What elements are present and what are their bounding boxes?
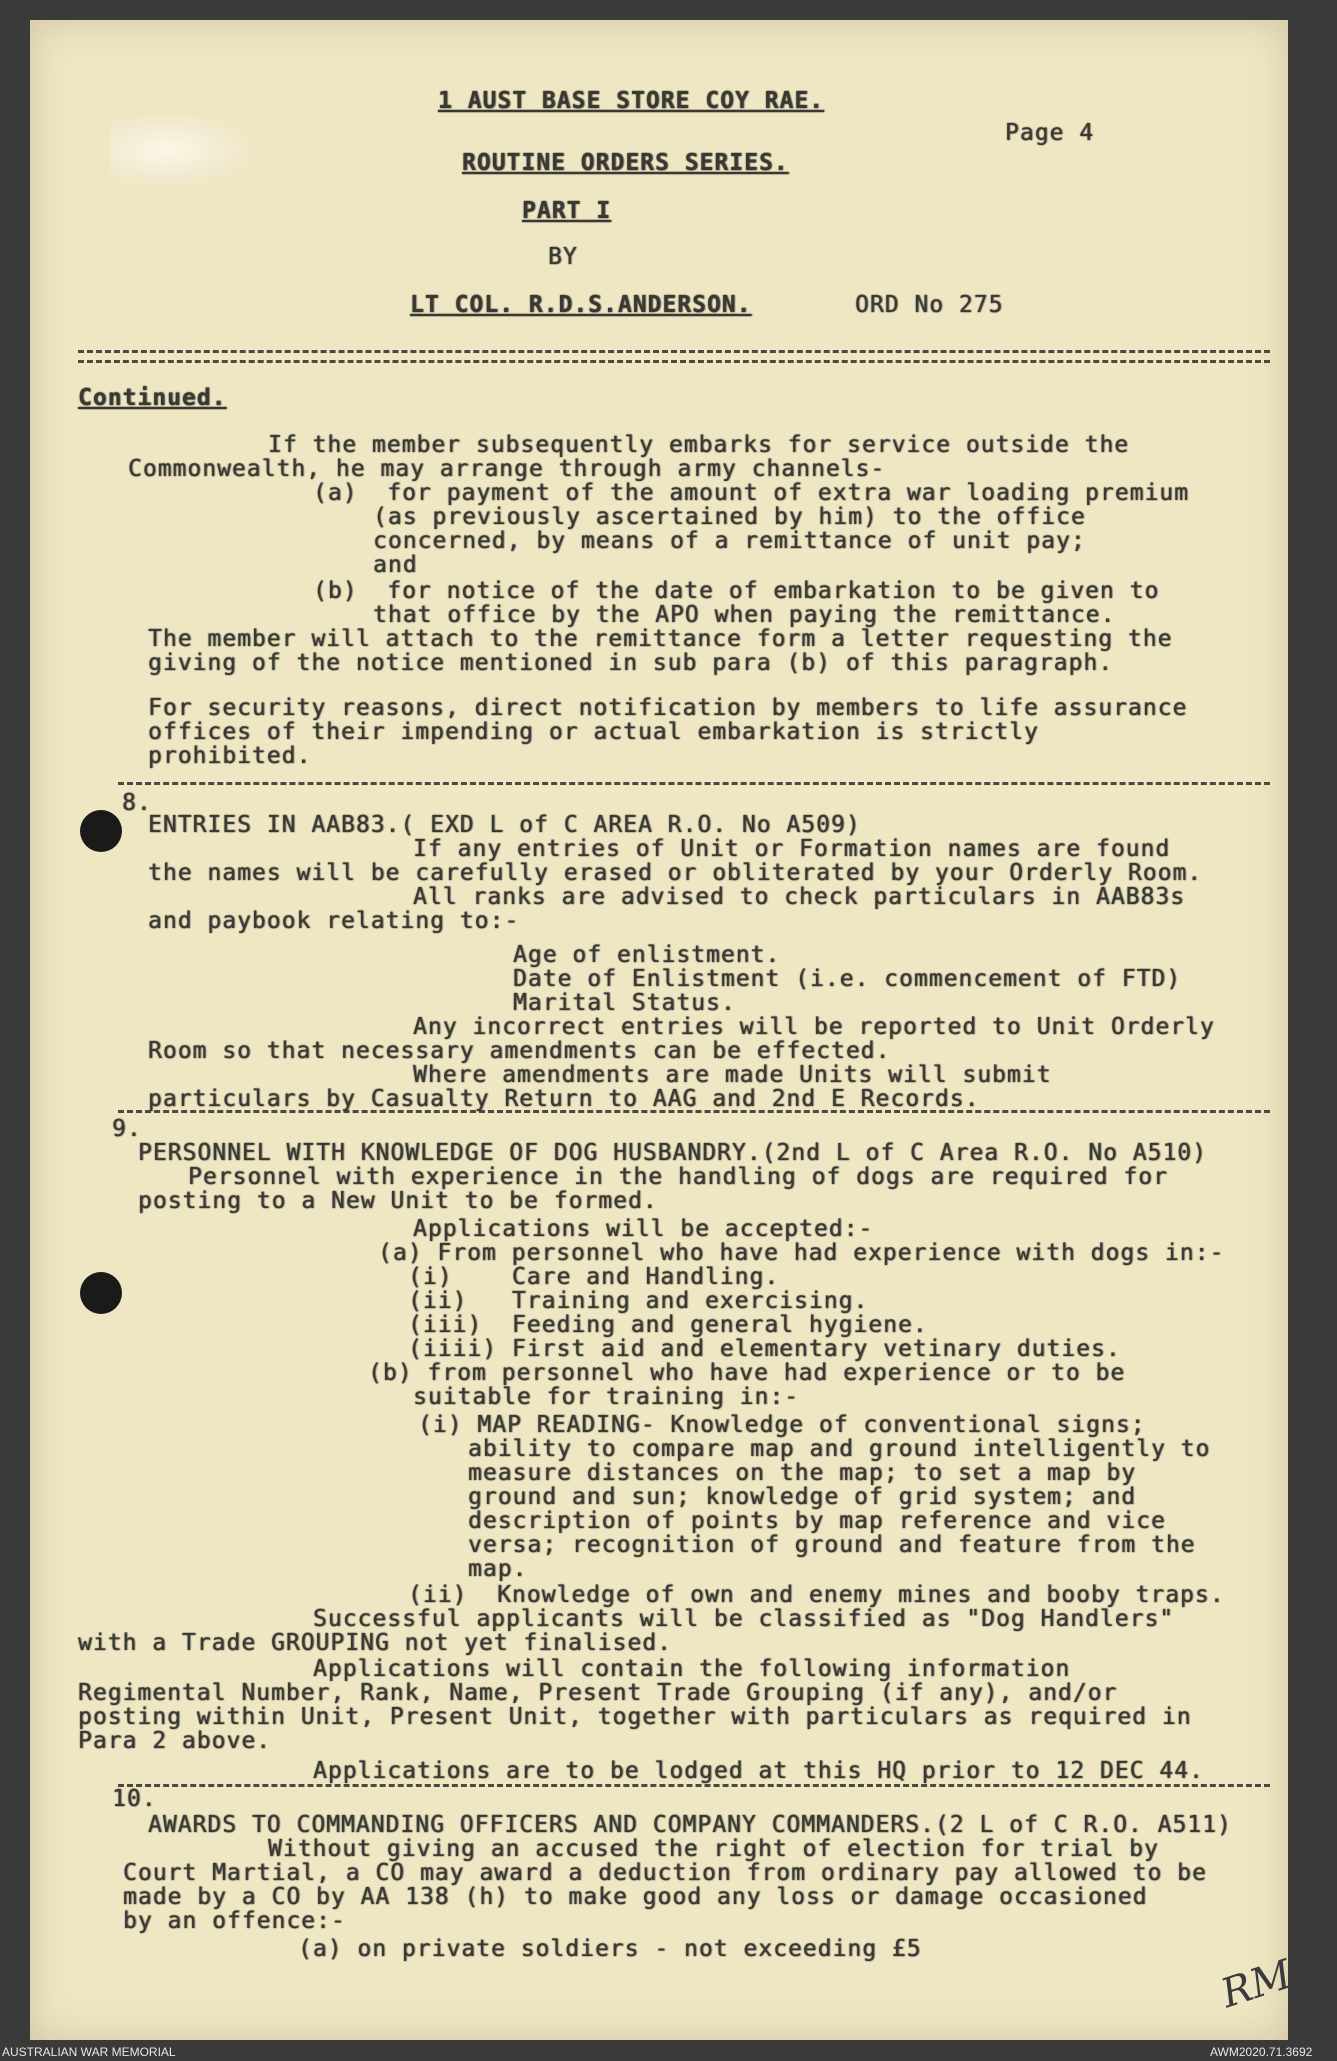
text-line: Date of Enlistment (i.e. commencement of FTD)	[513, 966, 1182, 992]
text-line: Applications are to be lodged at this HQ prior to 12 DEC 44.	[313, 1758, 1204, 1784]
text-line: Personnel with experience in the handling of dogs are required for	[188, 1164, 1168, 1190]
para-heading: AWARDS TO COMMANDING OFFICERS AND COMPANY COMMANDERS.(2 L of C R.O. A511)	[148, 1812, 1232, 1838]
para-number: 10.	[112, 1786, 157, 1812]
divider-rule	[118, 1110, 1270, 1113]
para-heading: ENTRIES IN AAB83.( EXD L of C AREA R.O. No A509)	[148, 812, 861, 838]
text-line: Regimental Number, Rank, Name, Present Trade Grouping (if any), and/or	[78, 1680, 1118, 1706]
text-line: Without giving an accused the right of election for trial by	[268, 1836, 1159, 1862]
text-line: Where amendments are made Units will submit	[413, 1062, 1052, 1088]
text-line: Age of enlistment.	[513, 942, 781, 968]
text-line: Commonwealth, he may arrange through army channels-	[128, 456, 886, 482]
text-line: Successful applicants will be classified as "Dog Handlers"	[313, 1606, 1175, 1632]
punch-hole	[80, 1272, 122, 1314]
text-line: ability to compare map and ground intelligently to	[468, 1436, 1211, 1462]
para-number: 9.	[112, 1116, 142, 1142]
text-line: particulars by Casualty Return to AAG and 2nd E Records.	[148, 1086, 980, 1112]
text-line: measure distances on the map; to set a map by	[468, 1460, 1137, 1486]
text-line: Applications will contain the following information	[313, 1656, 1071, 1682]
text-line: If the member subsequently embarks for service outside the	[268, 432, 1130, 458]
text-line: made by a CO by AA 138 (h) to make good any loss or damage occasioned	[123, 1884, 1148, 1910]
series-title: ROUTINE ORDERS SERIES.	[462, 150, 789, 176]
text-line: (iii) Feeding and general hygiene.	[408, 1312, 928, 1338]
archive-reference: AWM2020.71.3692	[1210, 2045, 1313, 2059]
text-line: Para 2 above.	[78, 1728, 272, 1754]
text-line: (a) From personnel who have had experience with dogs in:-	[378, 1240, 1225, 1266]
text-line: map.	[468, 1556, 528, 1582]
text-line: offices of their impending or actual embarkation is strictly	[148, 719, 1039, 745]
text-line: Room so that necessary amendments can be effected.	[148, 1038, 891, 1064]
handwritten-initials: RMW	[1215, 1938, 1337, 2018]
text-line: (as previously ascertained by him) to the office	[373, 504, 1086, 530]
text-line: Applications will be accepted:-	[413, 1216, 874, 1242]
divider-rule	[78, 360, 1270, 363]
text-line: (ii) Training and exercising.	[408, 1288, 869, 1314]
text-line: Court Martial, a CO may award a deduction from ordinary pay allowed to be	[123, 1860, 1207, 1886]
text-line: versa; recognition of ground and feature from the	[468, 1532, 1196, 1558]
text-line: (b) for notice of the date of embarkation to be given to	[313, 578, 1160, 604]
divider-rule	[78, 350, 1270, 353]
text-line: For security reasons, direct notification by members to life assurance	[148, 695, 1188, 721]
text-line: giving of the notice mentioned in sub para (b) of this paragraph.	[148, 650, 1114, 676]
text-line: The member will attach to the remittance form a letter requesting the	[148, 626, 1173, 652]
text-line: with a Trade GROUPING not yet finalised.	[78, 1630, 672, 1656]
text-line: posting within Unit, Present Unit, together with particulars as required in	[78, 1704, 1192, 1730]
document-page	[30, 20, 1337, 2040]
text-line: description of points by map reference and vice	[468, 1508, 1166, 1534]
unit-title: 1 AUST BASE STORE COY RAE.	[438, 88, 825, 114]
text-line: Any incorrect entries will be reported to Unit Orderly	[413, 1014, 1215, 1040]
text-line: (i) Care and Handling.	[408, 1264, 780, 1290]
text-line: by an offence:-	[123, 1908, 346, 1934]
punch-hole	[80, 810, 122, 852]
text-line: ground and sun; knowledge of grid system; and	[468, 1484, 1137, 1510]
text-line: prohibited.	[148, 743, 312, 769]
commander-name: LT COL. R.D.S.ANDERSON.	[410, 292, 752, 318]
text-line: If any entries of Unit or Formation names are found	[413, 836, 1171, 862]
text-line: and	[373, 552, 418, 578]
text-line: (ii) Knowledge of own and enemy mines and booby traps.	[408, 1582, 1225, 1608]
continued-heading: Continued.	[78, 385, 227, 411]
by-label: BY	[548, 244, 578, 270]
text-line: (b) from personnel who have had experience or to be	[368, 1360, 1126, 1386]
divider-rule	[118, 1784, 1270, 1787]
text-line: the names will be carefully erased or obliterated by your Orderly Room.	[148, 860, 1203, 886]
part-title: PART I	[522, 198, 612, 224]
text-line: (a) on private soldiers - not exceeding £5	[298, 1936, 922, 1962]
order-number: ORD No 275	[855, 292, 1004, 318]
para-number: 8.	[122, 790, 152, 816]
text-line: and paybook relating to:-	[148, 908, 520, 934]
text-line: that office by the APO when paying the remittance.	[373, 602, 1116, 628]
archive-credit: AUSTRALIAN WAR MEMORIAL	[2, 2045, 176, 2059]
text-line: (a) for payment of the amount of extra war loading premium	[313, 480, 1189, 506]
divider-rule	[118, 782, 1270, 785]
text-line: suitable for training in:-	[413, 1384, 800, 1410]
text-line: (i) MAP READING- Knowledge of conventional signs;	[418, 1412, 1146, 1438]
text-line: posting to a New Unit to be formed.	[138, 1188, 658, 1214]
page-number: Page 4	[1005, 120, 1095, 146]
text-line: (iiii) First aid and elementary vetinary duties.	[408, 1336, 1121, 1362]
text-line: All ranks are advised to check particulars in AAB83s	[413, 884, 1186, 910]
torn-corner	[110, 115, 250, 185]
text-line: Marital Status.	[513, 990, 736, 1016]
para-heading: PERSONNEL WITH KNOWLEDGE OF DOG HUSBANDRY.(2nd L of C Area R.O. No A510)	[138, 1140, 1207, 1166]
text-line: concerned, by means of a remittance of unit pay;	[373, 528, 1086, 554]
